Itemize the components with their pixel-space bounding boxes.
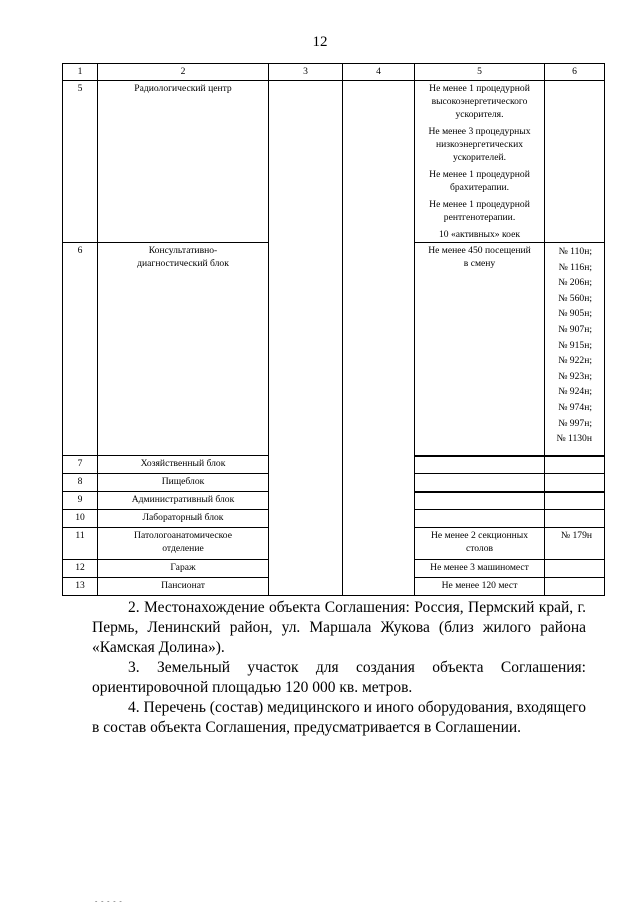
row-number: 11	[63, 528, 98, 560]
header-cell-4: 4	[343, 64, 415, 81]
header-cell-6: 6	[545, 64, 605, 81]
paragraph-location: 2. Местонахождение объекта Соглашения: Россия, Пермский край, г. Пермь, Ленинский район, ул. Маршала Жукова (близ жилого района «Камская Долина»).	[92, 599, 586, 656]
header-cell-5: 5	[415, 64, 545, 81]
empty-column-4	[343, 81, 415, 596]
row-name: Пансионат	[98, 578, 269, 596]
row-orders	[545, 474, 605, 492]
row-number: 13	[63, 578, 98, 596]
row-number: 5	[63, 81, 98, 243]
row-orders: № 110н; № 116н; № 206н; № 560н; № 905н; № 907н; № 915н; № 922н; № 923н; № 924н; № 974н; № 997н; № 1130н	[545, 243, 605, 456]
row-capacity: Не менее 3 машиномест	[415, 560, 545, 578]
row-orders	[545, 578, 605, 596]
header-cell-1: 1	[63, 64, 98, 81]
row-name: Пищеблок	[98, 474, 269, 492]
row-capacity	[415, 456, 545, 474]
row-number: 10	[63, 510, 98, 528]
row-capacity: Не менее 120 мест	[415, 578, 545, 596]
row-orders	[545, 560, 605, 578]
row-number: 6	[63, 243, 98, 456]
row-number: 7	[63, 456, 98, 474]
row-orders	[545, 81, 605, 243]
paragraph-equipment: 4. Перечень (состав) медицинского и иного оборудования, входящего в состав объекта Соглашения, предусматривается в Соглашении.	[92, 699, 586, 736]
header-cell-2: 2	[98, 64, 269, 81]
row-orders	[545, 510, 605, 528]
row-name: Лабораторный блок	[98, 510, 269, 528]
row-capacity: Не менее 1 процедурной высокоэнергетического ускорителя. Не менее 3 процедурных низкоэнергетических ускорителей. Не менее 1 процедурной брахитерапии. Не менее 1 процедурной рентгенотерапии. 10 «активных» коек	[415, 81, 545, 243]
row-capacity: Не менее 2 секционных столов	[415, 528, 545, 560]
header-cell-3: 3	[269, 64, 343, 81]
row-name: Хозяйственный блок	[98, 456, 269, 474]
row-number: 12	[63, 560, 98, 578]
row-orders: № 179н	[545, 528, 605, 560]
row-capacity	[415, 510, 545, 528]
objects-table	[62, 63, 605, 596]
row-number: 9	[63, 492, 98, 510]
row-number: 8	[63, 474, 98, 492]
row-name: Патологоанатомическое отделение	[98, 528, 269, 560]
row-name: Радиологический центр	[98, 81, 269, 243]
row-capacity: Не менее 450 посещений в смену	[415, 243, 545, 456]
paragraph-land-plot: 3. Земельный участок для создания объекта Соглашения: ориентировочной площадью 120 000 кв. метров.	[92, 659, 586, 696]
row-name: Консультативно- диагностический блок	[98, 243, 269, 456]
page-number: 12	[312, 34, 328, 50]
row-name: Административный блок	[98, 492, 269, 510]
row-capacity	[415, 492, 545, 510]
row-orders	[545, 456, 605, 474]
table-row	[63, 81, 605, 243]
row-orders	[545, 492, 605, 510]
empty-column-3	[269, 81, 343, 596]
row-name: Гараж	[98, 560, 269, 578]
footer-marks: - - - - -	[95, 897, 123, 905]
table-header-row	[63, 64, 605, 81]
row-capacity	[415, 474, 545, 492]
